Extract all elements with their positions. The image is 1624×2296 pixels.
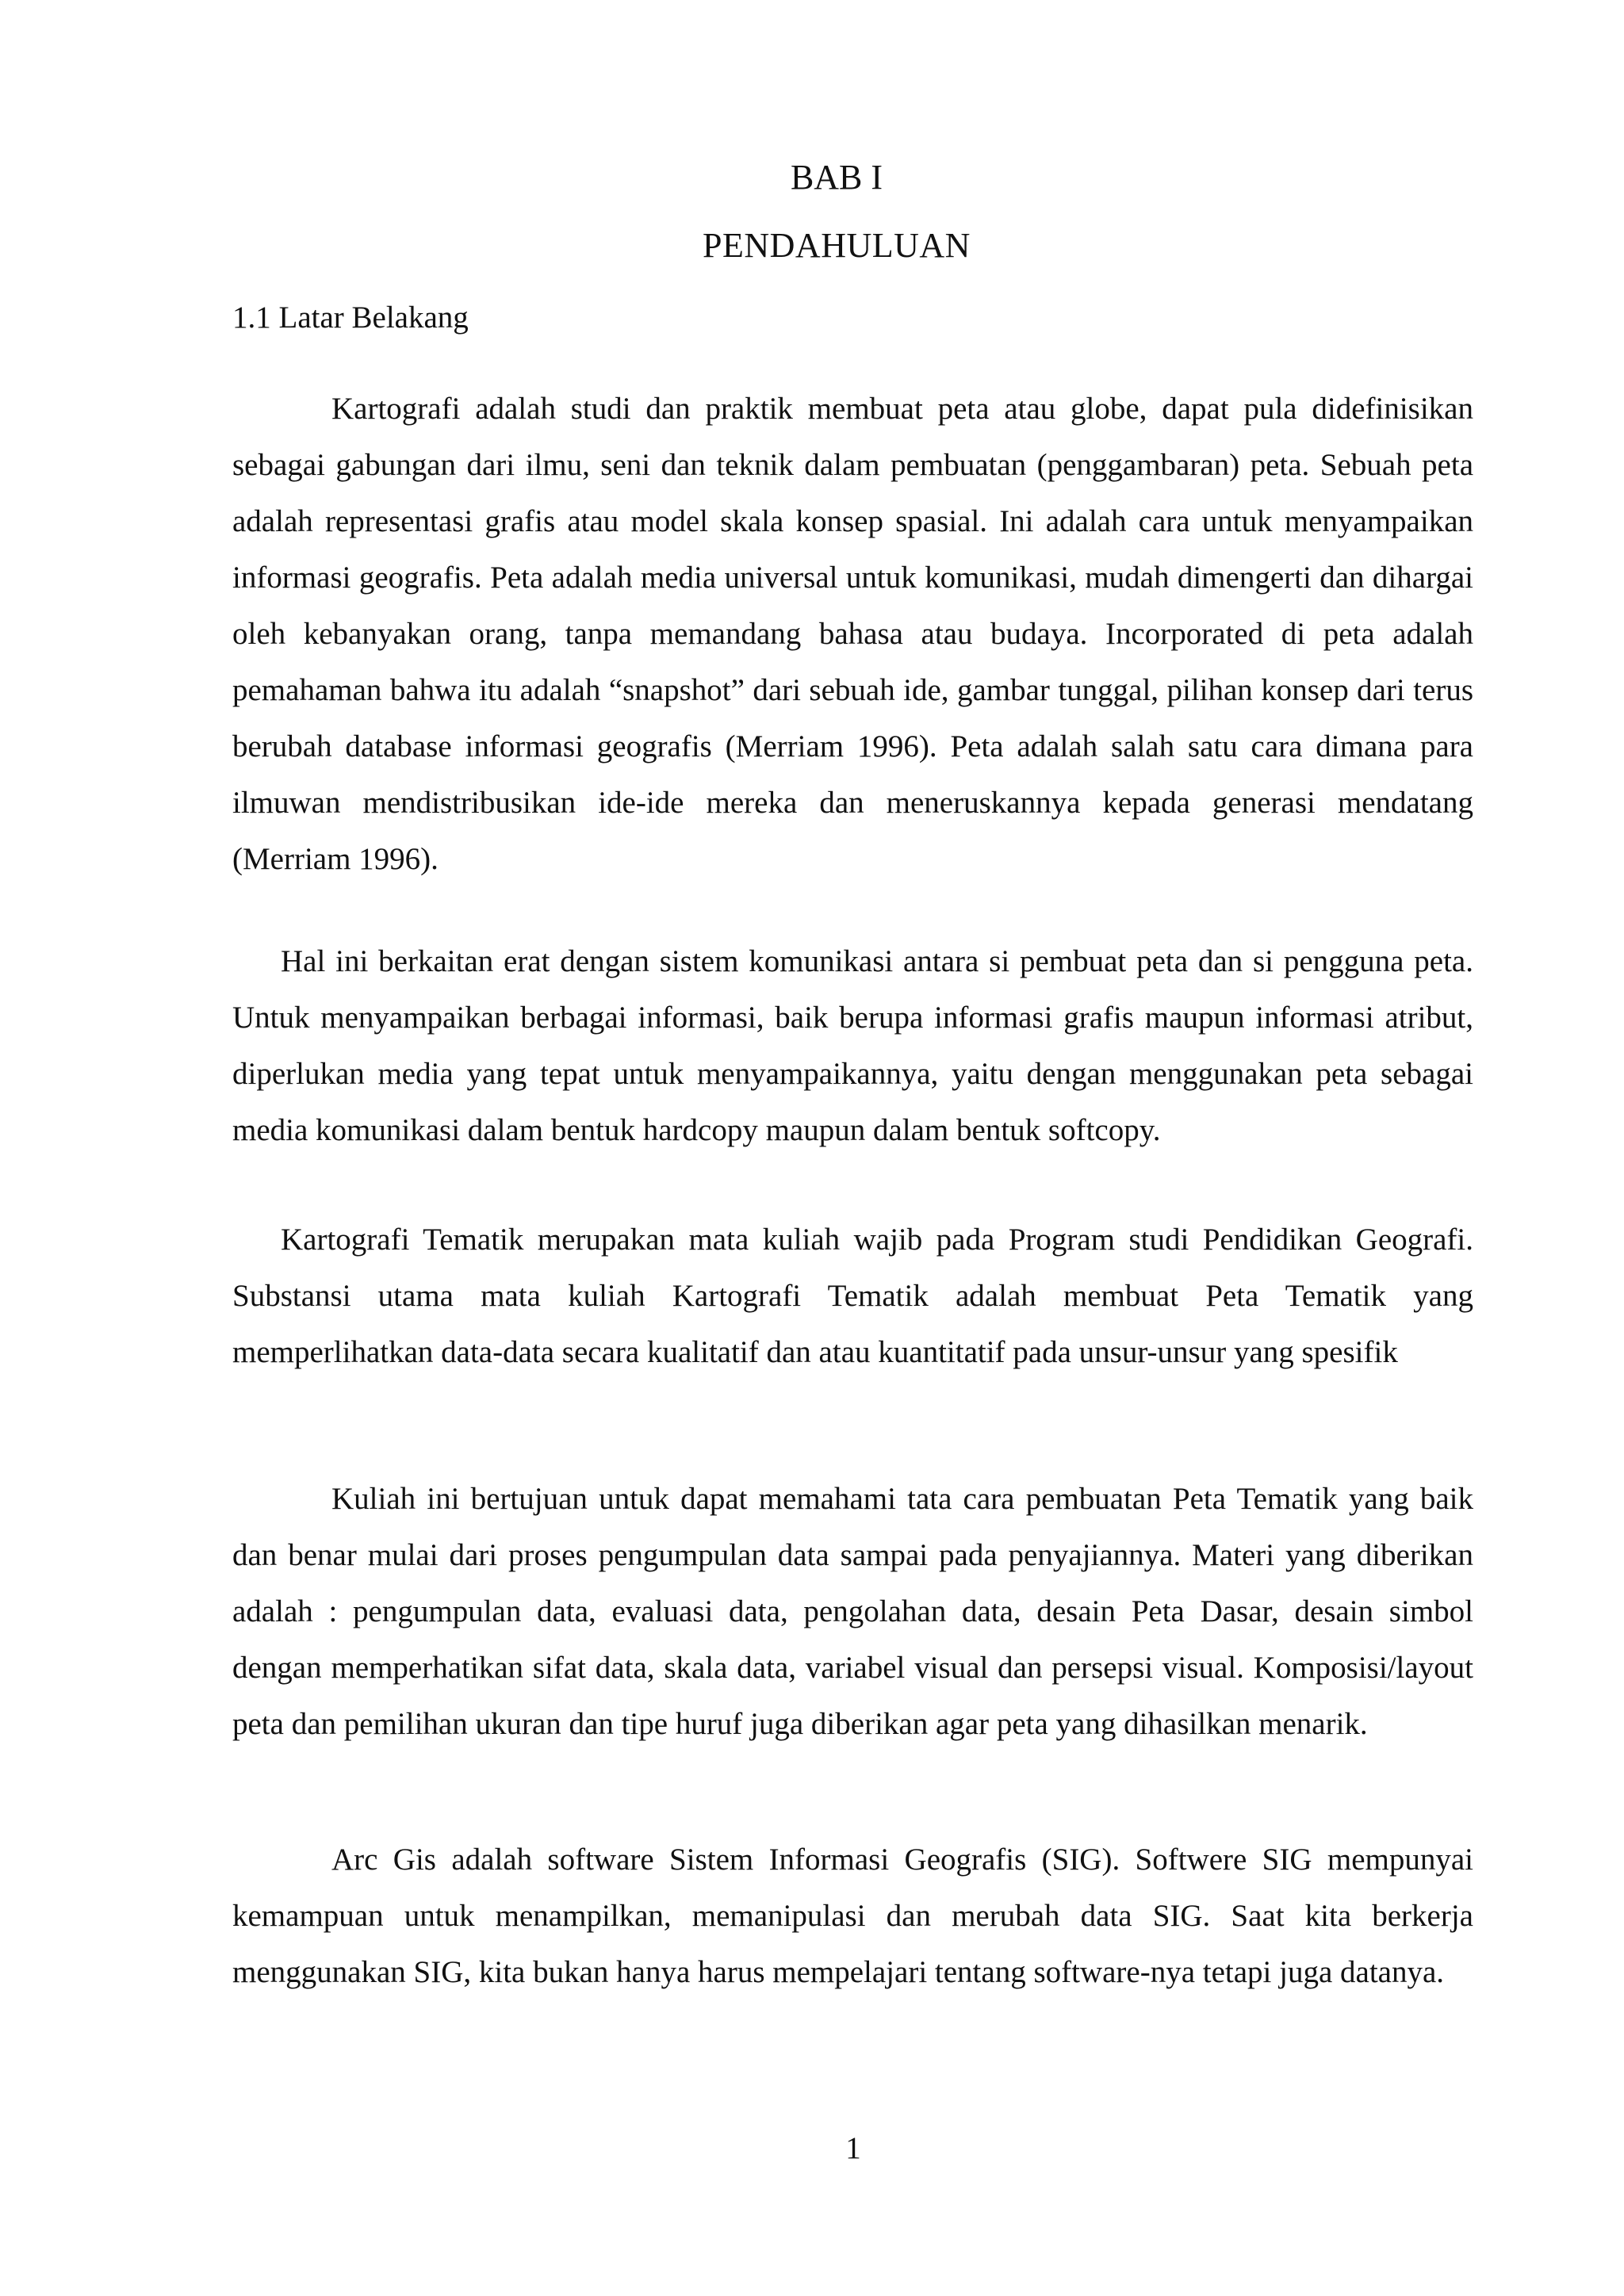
paragraph-komunikasi: Hal ini berkaitan erat dengan sistem komunikasi antara si pembuat peta dan si pengguna peta. Untuk menyampaikan berbagai informasi, baik berupa informasi grafis maupun informasi atribut, diperlukan media yang tepat untuk menyampaikannya, yaitu dengan menggunakan peta sebagai media komunikasi dalam bentuk hardcopy maupun dalam bentuk softcopy. (232, 944, 1473, 1147)
page-number: 1 (845, 2131, 861, 2165)
paragraph-kartografi-definition: Kartografi adalah studi dan praktik membuat peta atau globe, dapat pula didefinisikan sebagai gabungan dari ilmu, seni dan teknik dalam pembuatan (penggambaran) peta. Sebuah peta adalah representasi grafis atau model skala konsep spasial. Ini adalah cara untuk menyampaikan informasi geografis. Peta adalah media universal untuk komunikasi, mudah dimengerti dan dihargai oleh kebanyakan orang, tanpa memandang bahasa atau budaya. Incorporated di peta adalah pemahaman bahwa itu adalah “snapshot” dari sebuah ide, gambar tunggal, pilihan konsep dari terus berubah database informasi geografis (Merriam 1996). Peta adalah salah satu cara dimana para ilmuwan mendistribusikan ide-ide mereka dan meneruskannya kepada generasi mendatang (Merriam 1996). (232, 392, 1473, 876)
paragraph-kartografi-tematik: Kartografi Tematik merupakan mata kuliah wajib pada Program studi Pendidikan Geografi. Substansi utama mata kuliah Kartografi Tematik adalah membuat Peta Tematik yang memperlihatkan data-data secara kualitatif dan atau kuantitatif pada unsur-unsur yang spesifik (232, 1223, 1473, 1369)
chapter-title: PENDAHULUAN (703, 226, 971, 265)
paragraph-arcgis: Arc Gis adalah software Sistem Informasi Geografis (SIG). Softwere SIG mempunyai kemampuan untuk menampilkan, memanipulasi dan merubah data SIG. Saat kita berkerja menggunakan SIG, kita bukan hanya harus mempelajari tentang software-nya tetapi juga datanya. (232, 1843, 1473, 1989)
paragraph-tujuan-kuliah: Kuliah ini bertujuan untuk dapat memahami tata cara pembuatan Peta Tematik yang baik dan benar mulai dari proses pengumpulan data sampai pada penyajiannya. Materi yang diberikan adalah : pengumpulan data, evaluasi data, pengolahan data, desain Peta Dasar, desain simbol dengan memperhatikan sifat data, skala data, variabel visual dan persepsi visual. Komposisi/layout peta dan pemilihan ukuran dan tipe huruf juga diberikan agar peta yang dihasilkan menarik. (232, 1482, 1473, 1741)
section-heading: 1.1 Latar Belakang (232, 300, 469, 335)
chapter-number: BAB I (790, 158, 883, 197)
